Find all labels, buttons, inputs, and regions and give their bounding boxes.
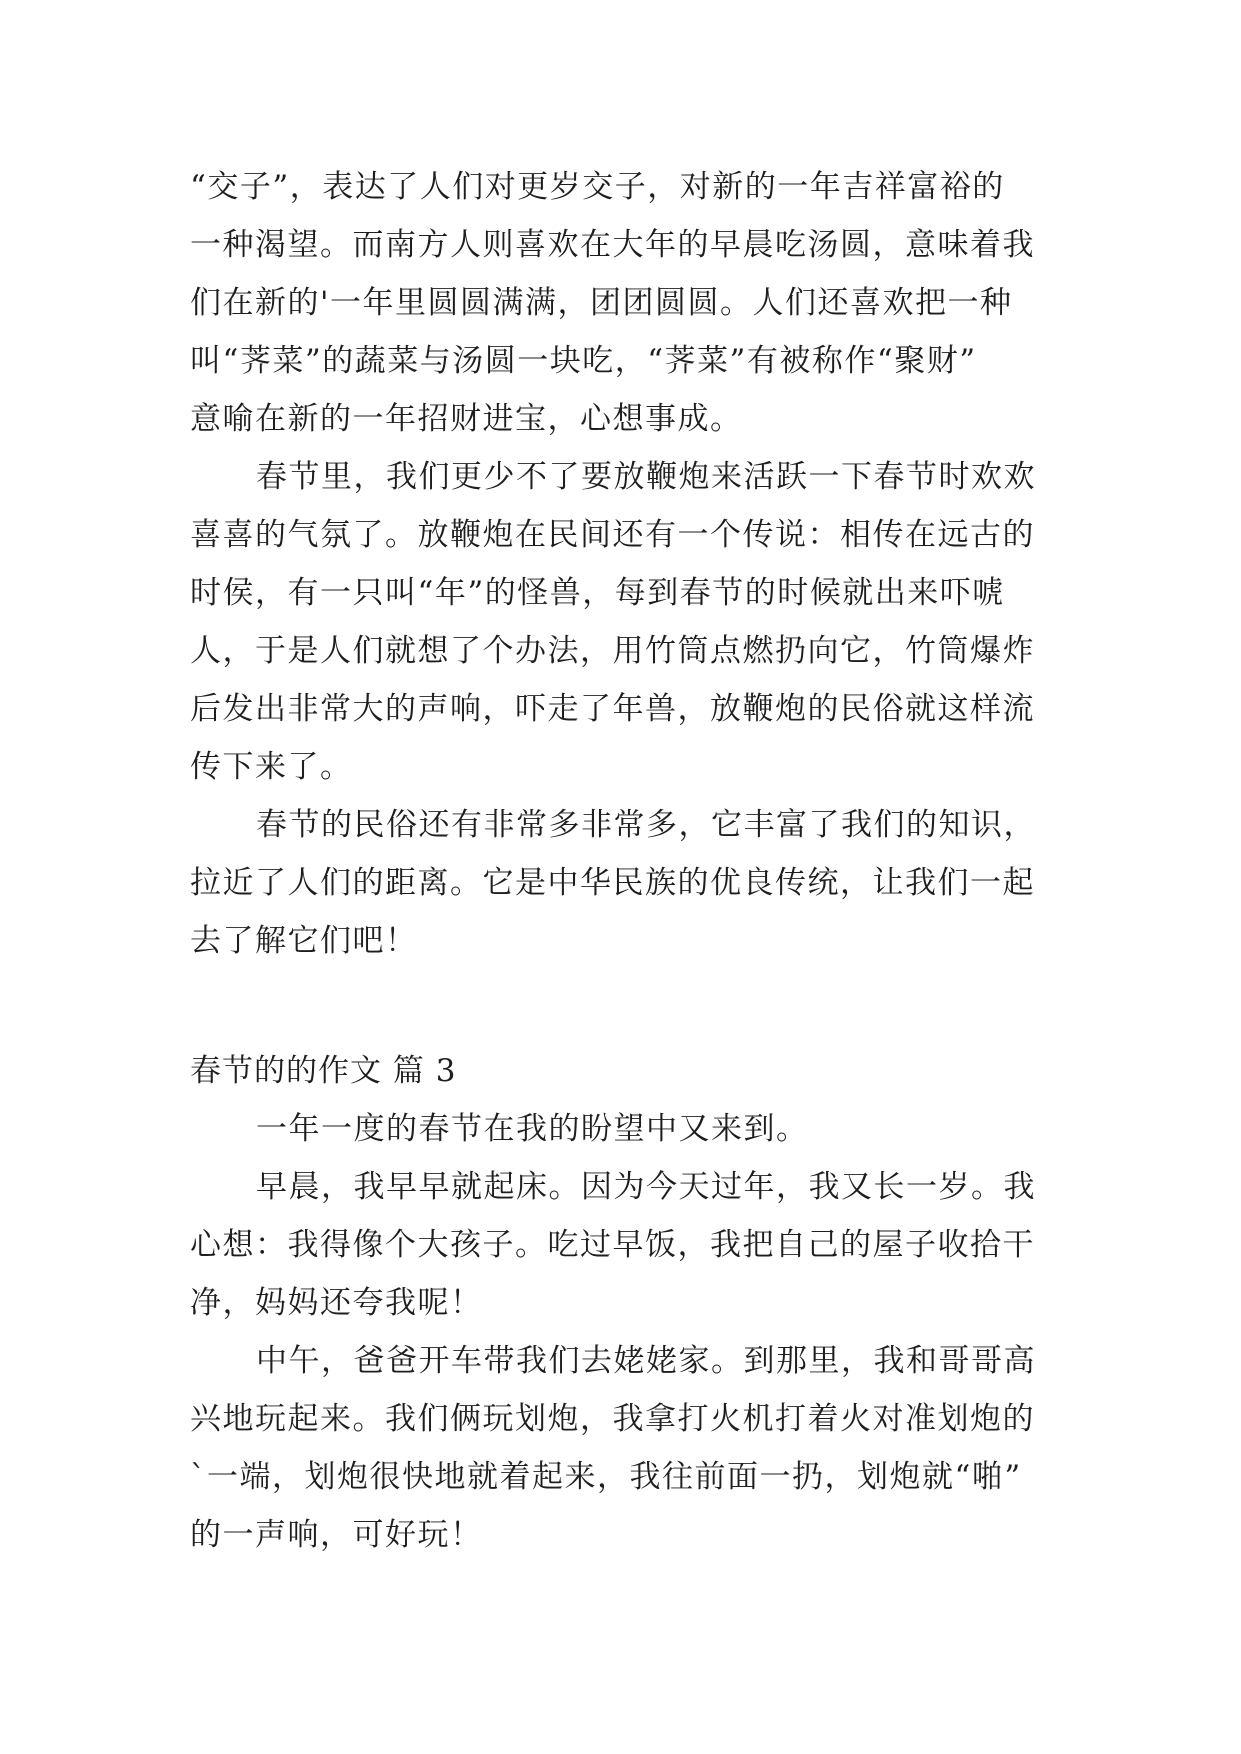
text-line: 传下来了。 xyxy=(190,749,353,785)
text-line: 叫“荠菜”的蔬菜与汤圆一块吃，“荠菜”有被称作“聚财” xyxy=(190,343,977,379)
text-line: 拉近了人们的距离。它是中华民族的优良传统，让我们一起 xyxy=(190,865,1035,901)
text-line: 兴地玩起来。我们俩玩划炮，我拿打火机打着火对准划炮的 xyxy=(190,1401,1035,1437)
paragraph-first-line: 早晨，我早早就起床。因为今天过年，我又长一岁。我 xyxy=(256,1169,1036,1205)
text-line: `一端，划炮很快地就着起来，我往前面一扔，划炮就“啪” xyxy=(190,1459,1022,1495)
paragraph-first-line: 一年一度的春节在我的盼望中又来到。 xyxy=(256,1111,809,1147)
text-line: 的一声响，可好玩！ xyxy=(190,1517,483,1553)
text-line: 时侯，有一只叫“年”的怪兽，每到春节的时候就出来吓唬 xyxy=(190,575,1005,611)
document-body xyxy=(190,158,1070,1564)
text-line: 净，妈妈还夸我呢！ xyxy=(190,1285,483,1321)
text-line: 去了解它们吧！ xyxy=(190,923,418,959)
paragraph-first-line: 春节里，我们更少不了要放鞭炮来活跃一下春节时欢欢 xyxy=(256,459,1036,495)
text-line: 喜喜的气氛了。放鞭炮在民间还有一个传说：相传在远古的 xyxy=(190,517,1035,553)
text-line: 人，于是人们就想了个办法，用竹筒点燃扔向它，竹筒爆炸 xyxy=(190,633,1035,669)
paragraph-first-line: 中午，爸爸开车带我们去姥姥家。到那里，我和哥哥高 xyxy=(256,1343,1036,1379)
paragraph-first-line: 春节的民俗还有非常多非常多，它丰富了我们的知识， xyxy=(256,807,1036,843)
text-line: 意喻在新的一年招财进宝，心想事成。 xyxy=(190,401,743,437)
section-spacer xyxy=(190,970,1070,1042)
text-line: 后发出非常大的声响，吓走了年兽，放鞭炮的民俗就这样流 xyxy=(190,691,1035,727)
text-line: 心想：我得像个大孩子。吃过早饭，我把自己的屋子收拾干 xyxy=(190,1227,1035,1263)
text-line: 们在新的'一年里圆圆满满，团团圆圆。人们还喜欢把一种 xyxy=(190,285,1013,321)
section-heading: 春节的的作文 篇 3 xyxy=(190,1053,457,1089)
text-line: 一种渴望。而南方人则喜欢在大年的早晨吃汤圆，意味着我 xyxy=(190,227,1035,263)
text-line: “交子”，表达了人们对更岁交子，对新的一年吉祥富裕的 xyxy=(190,169,1005,205)
